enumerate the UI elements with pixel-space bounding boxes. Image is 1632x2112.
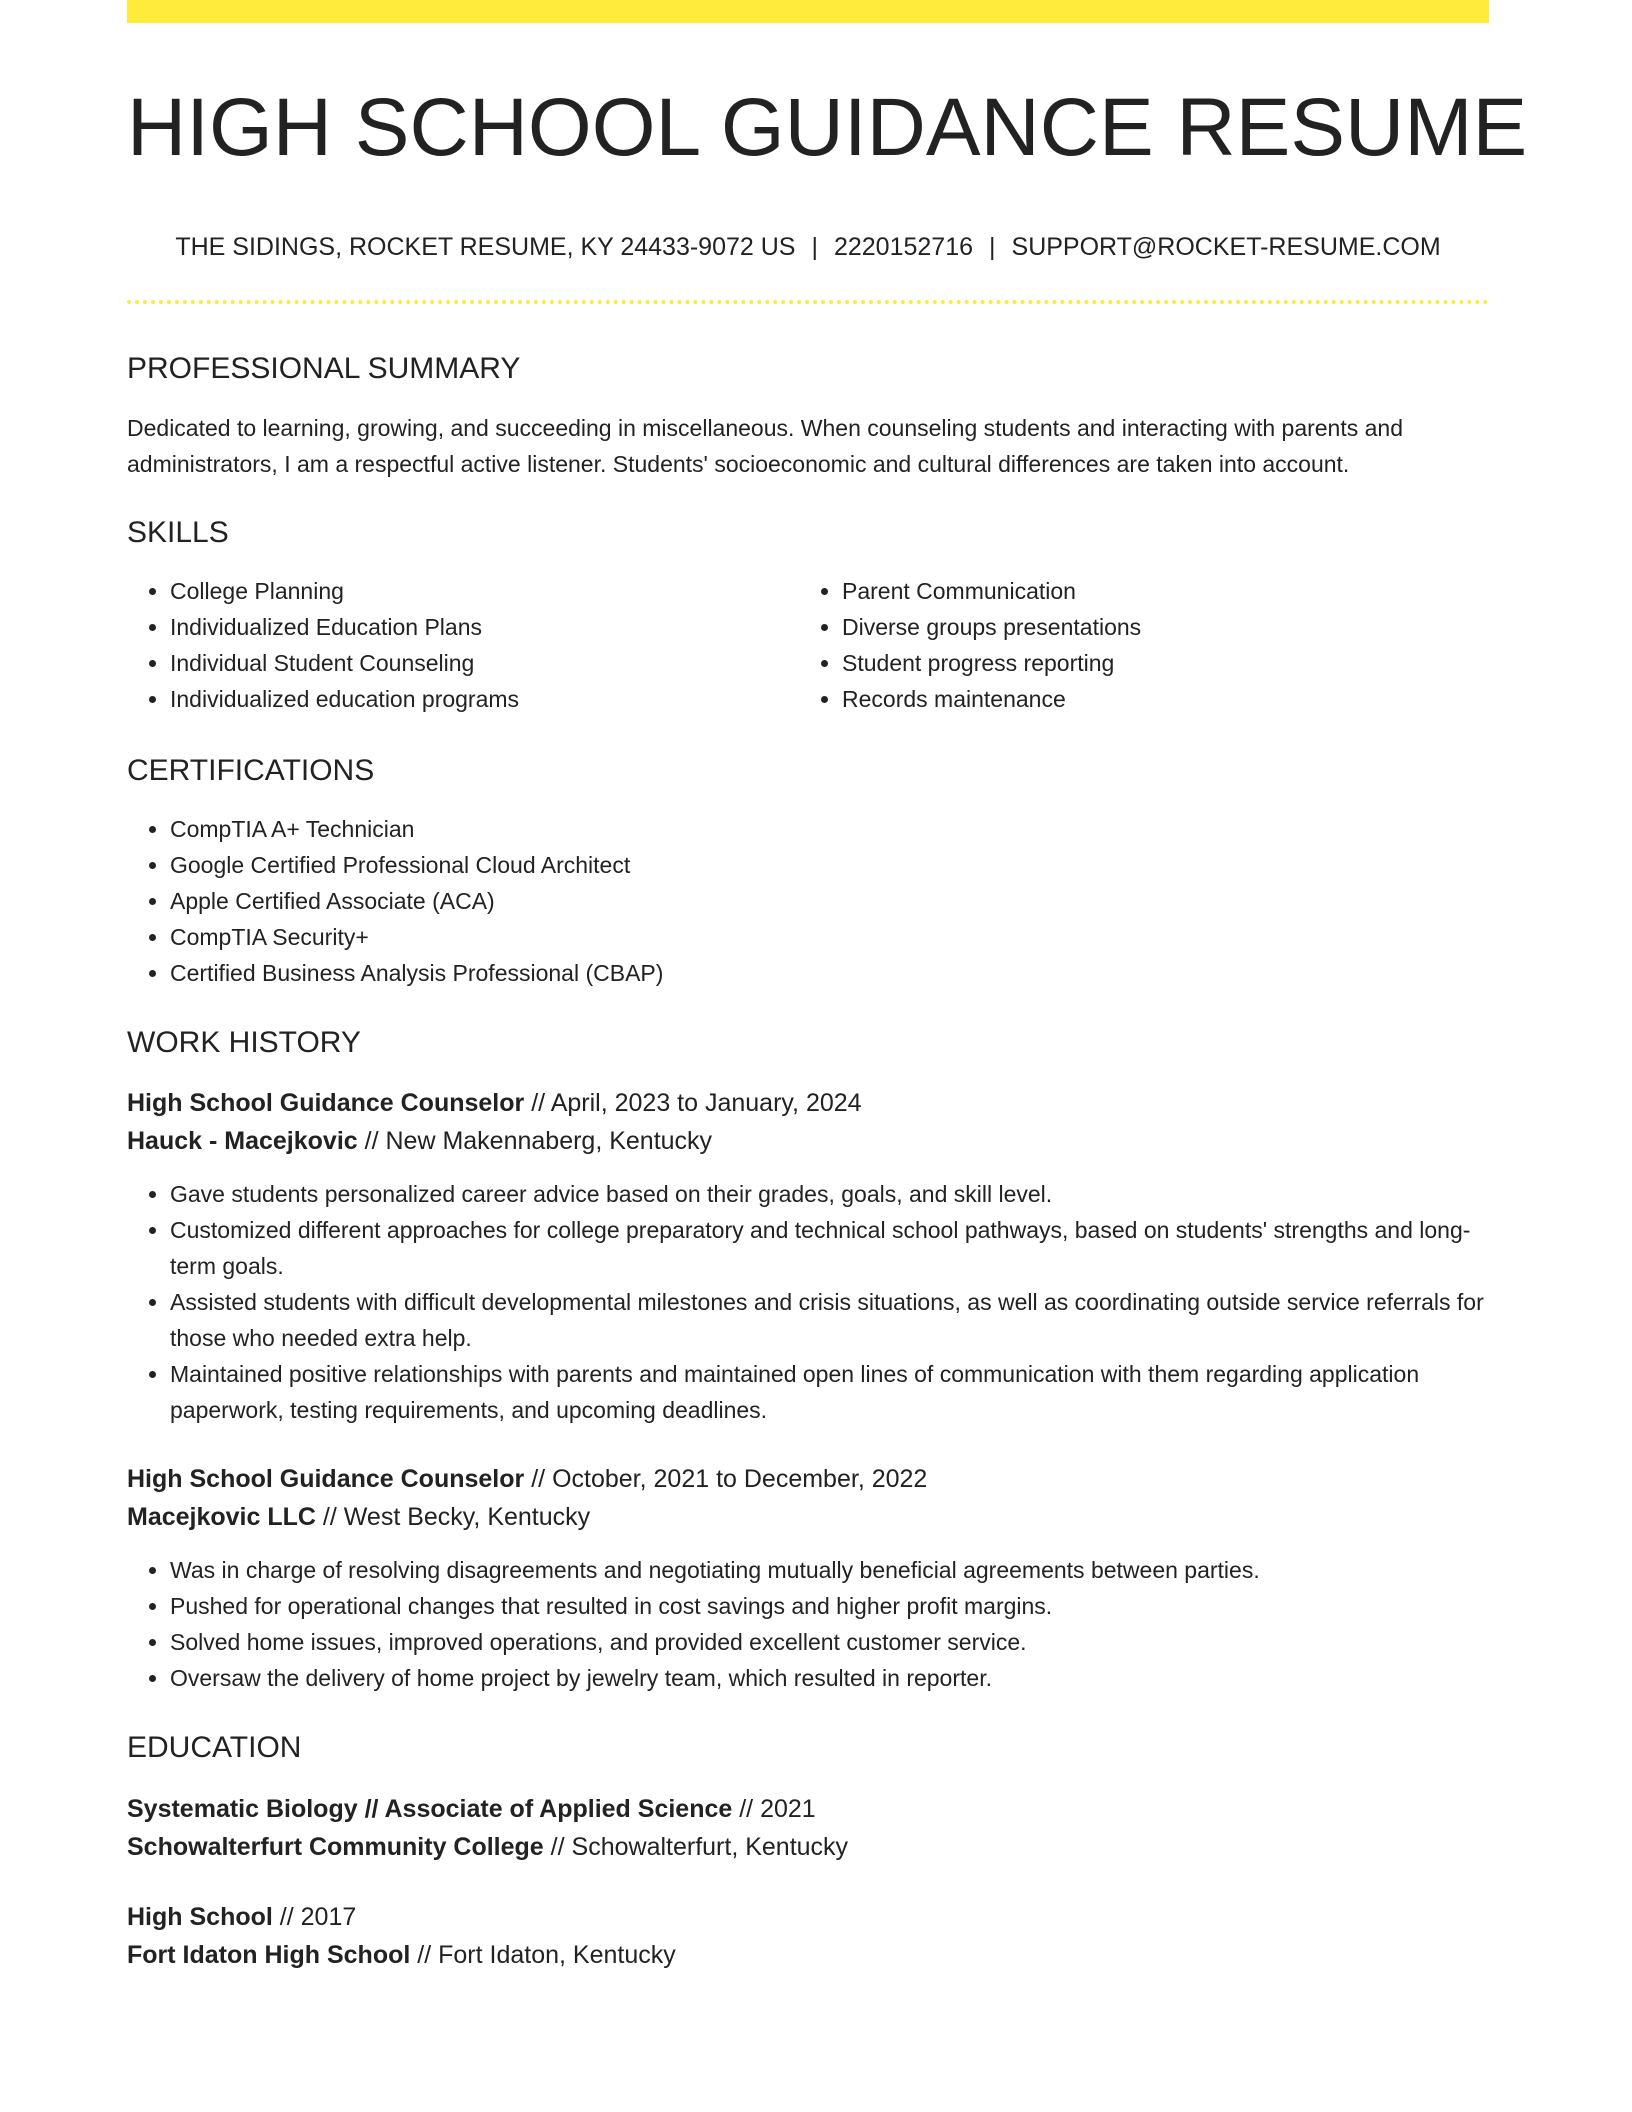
section-title-skills: SKILLS (127, 516, 229, 549)
accent-bar (127, 0, 1489, 23)
certification-item: • CompTIA Security+ (170, 919, 1489, 955)
job-bullet: • Customized different approaches for college preparatory and technical school pathways, based on students' strengths and long-term goals. (170, 1212, 1489, 1284)
job-company-line (127, 1122, 1489, 1160)
job-bullets (127, 1176, 1489, 1428)
skills-list-right (799, 573, 1471, 717)
job-dates: October, 2021 to December, 2022 (552, 1465, 928, 1493)
job-bullet: • Oversaw the delivery of home project by jewelry team, which resulted in reporter. (170, 1660, 1489, 1696)
job-location: New Makennaberg, Kentucky (385, 1127, 713, 1155)
education-school-line (127, 1936, 1489, 1974)
certification-item: • CompTIA A+ Technician (170, 811, 1489, 847)
job-entry (127, 1084, 1489, 1428)
job-title-line (127, 1084, 1489, 1122)
education-school: Schowalterfurt Community College (127, 1833, 544, 1861)
education-location: Schowalterfurt, Kentucky (571, 1833, 849, 1861)
delimiter: // (550, 1833, 565, 1861)
job-title-line (127, 1460, 1489, 1498)
section-title-work-history: WORK HISTORY (127, 1026, 361, 1059)
contact-separator: | (811, 233, 818, 261)
section-title-certifications: CERTIFICATIONS (127, 754, 375, 787)
education-degree: High School (127, 1903, 273, 1931)
job-location: West Becky, Kentucky (343, 1503, 591, 1531)
education-degree-line (127, 1898, 1489, 1936)
job-bullet: • Pushed for operational changes that resulted in cost savings and higher profit margins. (170, 1588, 1489, 1624)
job-bullet: • Assisted students with difficult developmental milestones and crisis situations, as well as coordinating outside service referrals for those who needed extra help. (170, 1284, 1489, 1356)
section-title-summary: PROFESSIONAL SUMMARY (127, 352, 521, 385)
job-dates: April, 2023 to January, 2024 (550, 1089, 862, 1117)
job-bullet: • Maintained positive relationships with parents and maintained open lines of communication with them regarding application paperwork, testing requirements, and upcoming deadlines. (170, 1356, 1489, 1428)
job-entry (127, 1460, 1489, 1696)
job-company: Hauck - Macejkovic (127, 1127, 358, 1155)
skill-item: • Individualized Education Plans (170, 609, 799, 645)
job-bullets (127, 1552, 1489, 1696)
delimiter: // (531, 1089, 546, 1117)
delimiter: // (322, 1503, 337, 1531)
contact-email: SUPPORT@ROCKET-RESUME.COM (1011, 233, 1441, 261)
resume-title: HIGH SCHOOL GUIDANCE RESUME (127, 82, 1528, 173)
job-bullet: • Solved home issues, improved operations, and provided excellent customer service. (170, 1624, 1489, 1660)
delimiter: // (531, 1465, 546, 1493)
skill-item: • Individualized education programs (170, 681, 799, 717)
job-title: High School Guidance Counselor (127, 1465, 525, 1493)
education-entry (127, 1790, 1489, 1866)
education-school: Fort Idaton High School (127, 1941, 411, 1969)
education-school-line (127, 1828, 1489, 1866)
contact-separator: | (989, 233, 996, 261)
skill-item: • Parent Communication (842, 573, 1471, 609)
delimiter: // (279, 1903, 294, 1931)
education-location: Fort Idaton, Kentucky (438, 1941, 676, 1969)
contact-line (127, 235, 1489, 260)
certifications-list (127, 811, 1489, 991)
skill-item: • Diverse groups presentations (842, 609, 1471, 645)
job-company: Macejkovic LLC (127, 1503, 316, 1531)
resume-page (127, 0, 1528, 1974)
skills-list-left (127, 573, 799, 717)
education-entry (127, 1898, 1489, 1974)
job-title: High School Guidance Counselor (127, 1089, 525, 1117)
summary-text: Dedicated to learning, growing, and succeeding in miscellaneous. When counseling students and interacting with parents and administrators, I am a respectful active listener. Students' socioeconomic and cultural differences are taken into account. (127, 415, 1404, 477)
certification-item: • Certified Business Analysis Professional (CBAP) (170, 955, 1489, 991)
job-bullet: • Was in charge of resolving disagreements and negotiating mutually beneficial agreements between parties. (170, 1552, 1489, 1588)
contact-address: THE SIDINGS, ROCKET RESUME, KY 24433-9072 US (175, 233, 796, 261)
education-degree-line (127, 1790, 1489, 1828)
skill-item: • Student progress reporting (842, 645, 1471, 681)
delimiter: // (417, 1941, 432, 1969)
dotted-divider (127, 300, 1489, 304)
education-year: 2017 (300, 1903, 357, 1931)
delimiter: // (364, 1127, 379, 1155)
certification-item: • Google Certified Professional Cloud Architect (170, 847, 1489, 883)
skill-item: • College Planning (170, 573, 799, 609)
section-title-education: EDUCATION (127, 1731, 302, 1764)
skills-grid (127, 573, 1489, 717)
certification-item: • Apple Certified Associate (ACA) (170, 883, 1489, 919)
job-bullet: • Gave students personalized career advice based on their grades, goals, and skill level. (170, 1176, 1489, 1212)
job-company-line (127, 1498, 1489, 1536)
skill-item: • Records maintenance (842, 681, 1471, 717)
delimiter: // (739, 1795, 754, 1823)
education-degree: Systematic Biology // Associate of Applied Science (127, 1795, 733, 1823)
education-year: 2021 (760, 1795, 816, 1823)
contact-phone: 2220152716 (833, 233, 974, 261)
skill-item: • Individual Student Counseling (170, 645, 799, 681)
